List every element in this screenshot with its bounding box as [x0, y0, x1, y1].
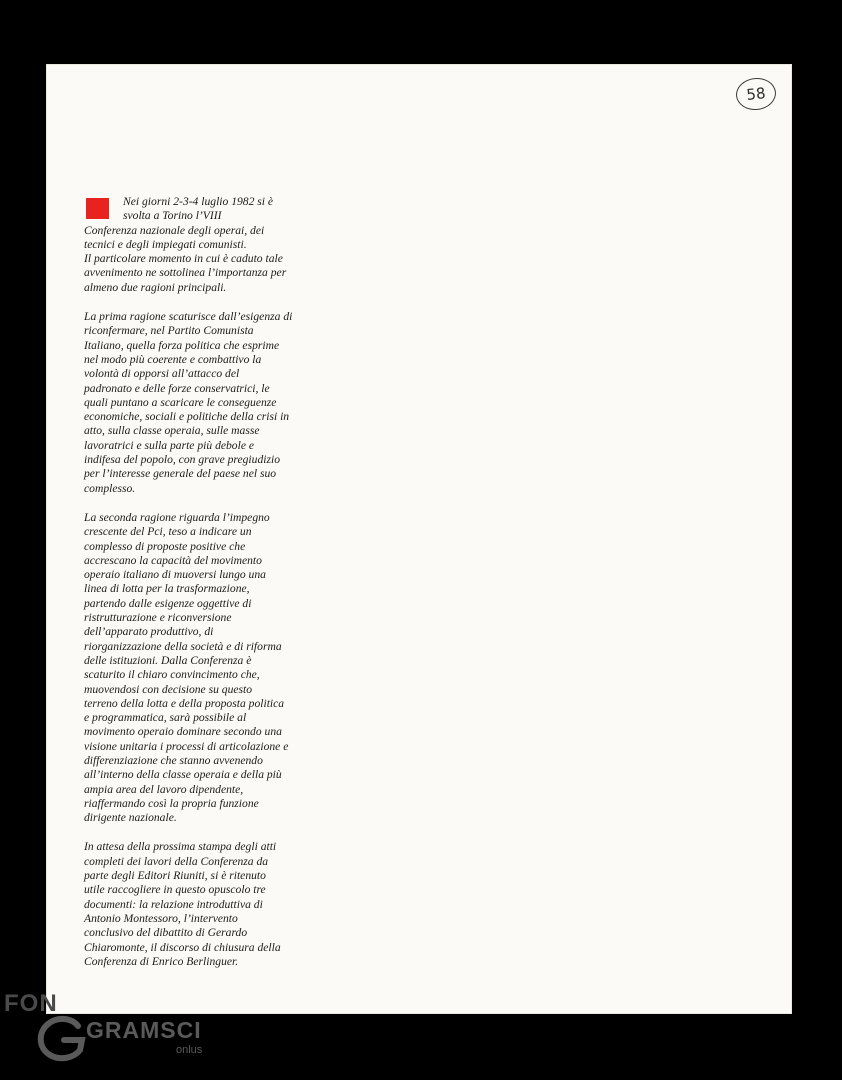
text-line: scaturito il chiaro convincimento che,: [84, 668, 260, 682]
document-page: [46, 64, 792, 1014]
text-line: riaffermando così la propria funzione: [84, 796, 259, 810]
text-line: accrescano la capacità del movimento: [84, 553, 262, 567]
watermark-brand: GRAMSCI: [86, 1017, 202, 1043]
text-line: parte degli Editori Riuniti, si è ritenuto: [84, 869, 266, 883]
text-line: padronato e delle forze conservatrici, le: [84, 381, 270, 395]
text-line: La prima ragione scaturisce dall’esigenza di: [84, 310, 293, 324]
fondazione-gramsci-watermark: [0, 982, 260, 1080]
text-line: all’interno della classe operaia e della più: [84, 768, 282, 782]
text-line: ampia area del lavoro dipendente,: [84, 782, 244, 796]
text-line: utile raccogliere in questo opuscolo tre: [84, 883, 266, 897]
text-line: avvenimento ne sottolinea l’importanza per: [84, 266, 287, 280]
text-line: documenti: la relazione introduttiva di: [84, 897, 263, 911]
text-line: In attesa della prossima stampa degli atti: [84, 840, 277, 854]
text-line: delle istituzioni. Dalla Conferenza è: [84, 653, 252, 667]
text-line: complesso.: [84, 481, 136, 495]
text-line: dell’apparato produttivo, di: [84, 625, 214, 639]
text-line: completi dei lavori della Conferenza da: [84, 854, 269, 868]
text-line: dirigente nazionale.: [84, 811, 177, 825]
text-line: per l’interesse generale del paese nel suo: [84, 467, 277, 481]
text-line: Italiano, quella forza politica che esprime: [84, 338, 280, 352]
text-line: quali puntano a scaricare le conseguenze: [84, 395, 277, 409]
text-line: Conferenza nazionale degli operai, dei: [84, 223, 265, 237]
paragraph-documents: [84, 840, 332, 969]
watermark-text-left: FON: [4, 990, 58, 1017]
text-line: Nei giorni 2-3-4 luglio 1982 si è: [123, 195, 274, 208]
text-line: differenziazione che stanno avvenendo: [84, 753, 263, 767]
text-line: atto, sulla classe operaia, sulle masse: [84, 424, 260, 438]
text-line: conclusivo del dibattito di Gerardo: [84, 926, 248, 940]
text-line: terreno della lotta e della proposta politica: [84, 696, 285, 710]
paragraph-first-reason: [84, 310, 332, 496]
paragraph-intro: [84, 195, 332, 295]
text-line: linea di lotta per la trasformazione,: [84, 582, 250, 596]
text-line: partendo dalle esigenze oggettive di: [84, 596, 252, 610]
text-line: operaio italiano di muoversi lungo una: [84, 568, 266, 582]
text-line: Antonio Montessoro, l’intervento: [84, 911, 238, 925]
text-line: almeno due ragioni principali.: [84, 280, 227, 294]
text-line: lavoratrici e sulla parte più debole e: [84, 438, 255, 452]
text-line: Chiaromonte, il discorso di chiusura della: [84, 940, 281, 954]
text-line: e programmatica, sarà possibile al: [84, 711, 247, 725]
text-line: crescente del Pci, teso a indicare un: [84, 525, 252, 539]
text-line: volontà di opporsi all’attacco del: [84, 367, 240, 381]
text-line: economiche, sociali e politiche della crisi in: [84, 410, 290, 424]
text-line: complesso di proposte positive che: [84, 539, 246, 553]
gramsci-g-logo-icon: [34, 1012, 94, 1062]
text-line: Conferenza di Enrico Berlinguer.: [84, 954, 239, 968]
text-line: muovendosi con decisione su questo: [84, 682, 253, 696]
text-column: [84, 195, 332, 984]
page-number: 58: [734, 76, 777, 112]
text-line: visione unitaria i processi di articolazione e: [84, 739, 289, 753]
text-line: La seconda ragione riguarda l’impegno: [84, 510, 270, 524]
text-line: ristrutturazione e riconversione: [84, 611, 232, 625]
text-line: riconfermare, nel Partito Comunista: [84, 324, 254, 338]
text-line: svolta a Torino l’VIII: [123, 209, 222, 223]
text-line: indifesa del popolo, con grave pregiudizio: [84, 453, 280, 467]
text-line: nel modo più coerente e combattivo la: [84, 352, 262, 366]
text-line: tecnici e degli impiegati comunisti.: [84, 237, 247, 251]
text-line: Il particolare momento in cui è caduto tale: [84, 252, 283, 266]
text-line: riorganizzazione della società e di riforma: [84, 639, 282, 653]
paragraph-second-reason: [84, 511, 332, 826]
text-line: movimento operaio dominare secondo una: [84, 725, 282, 739]
watermark-suffix: onlus: [176, 1044, 203, 1056]
